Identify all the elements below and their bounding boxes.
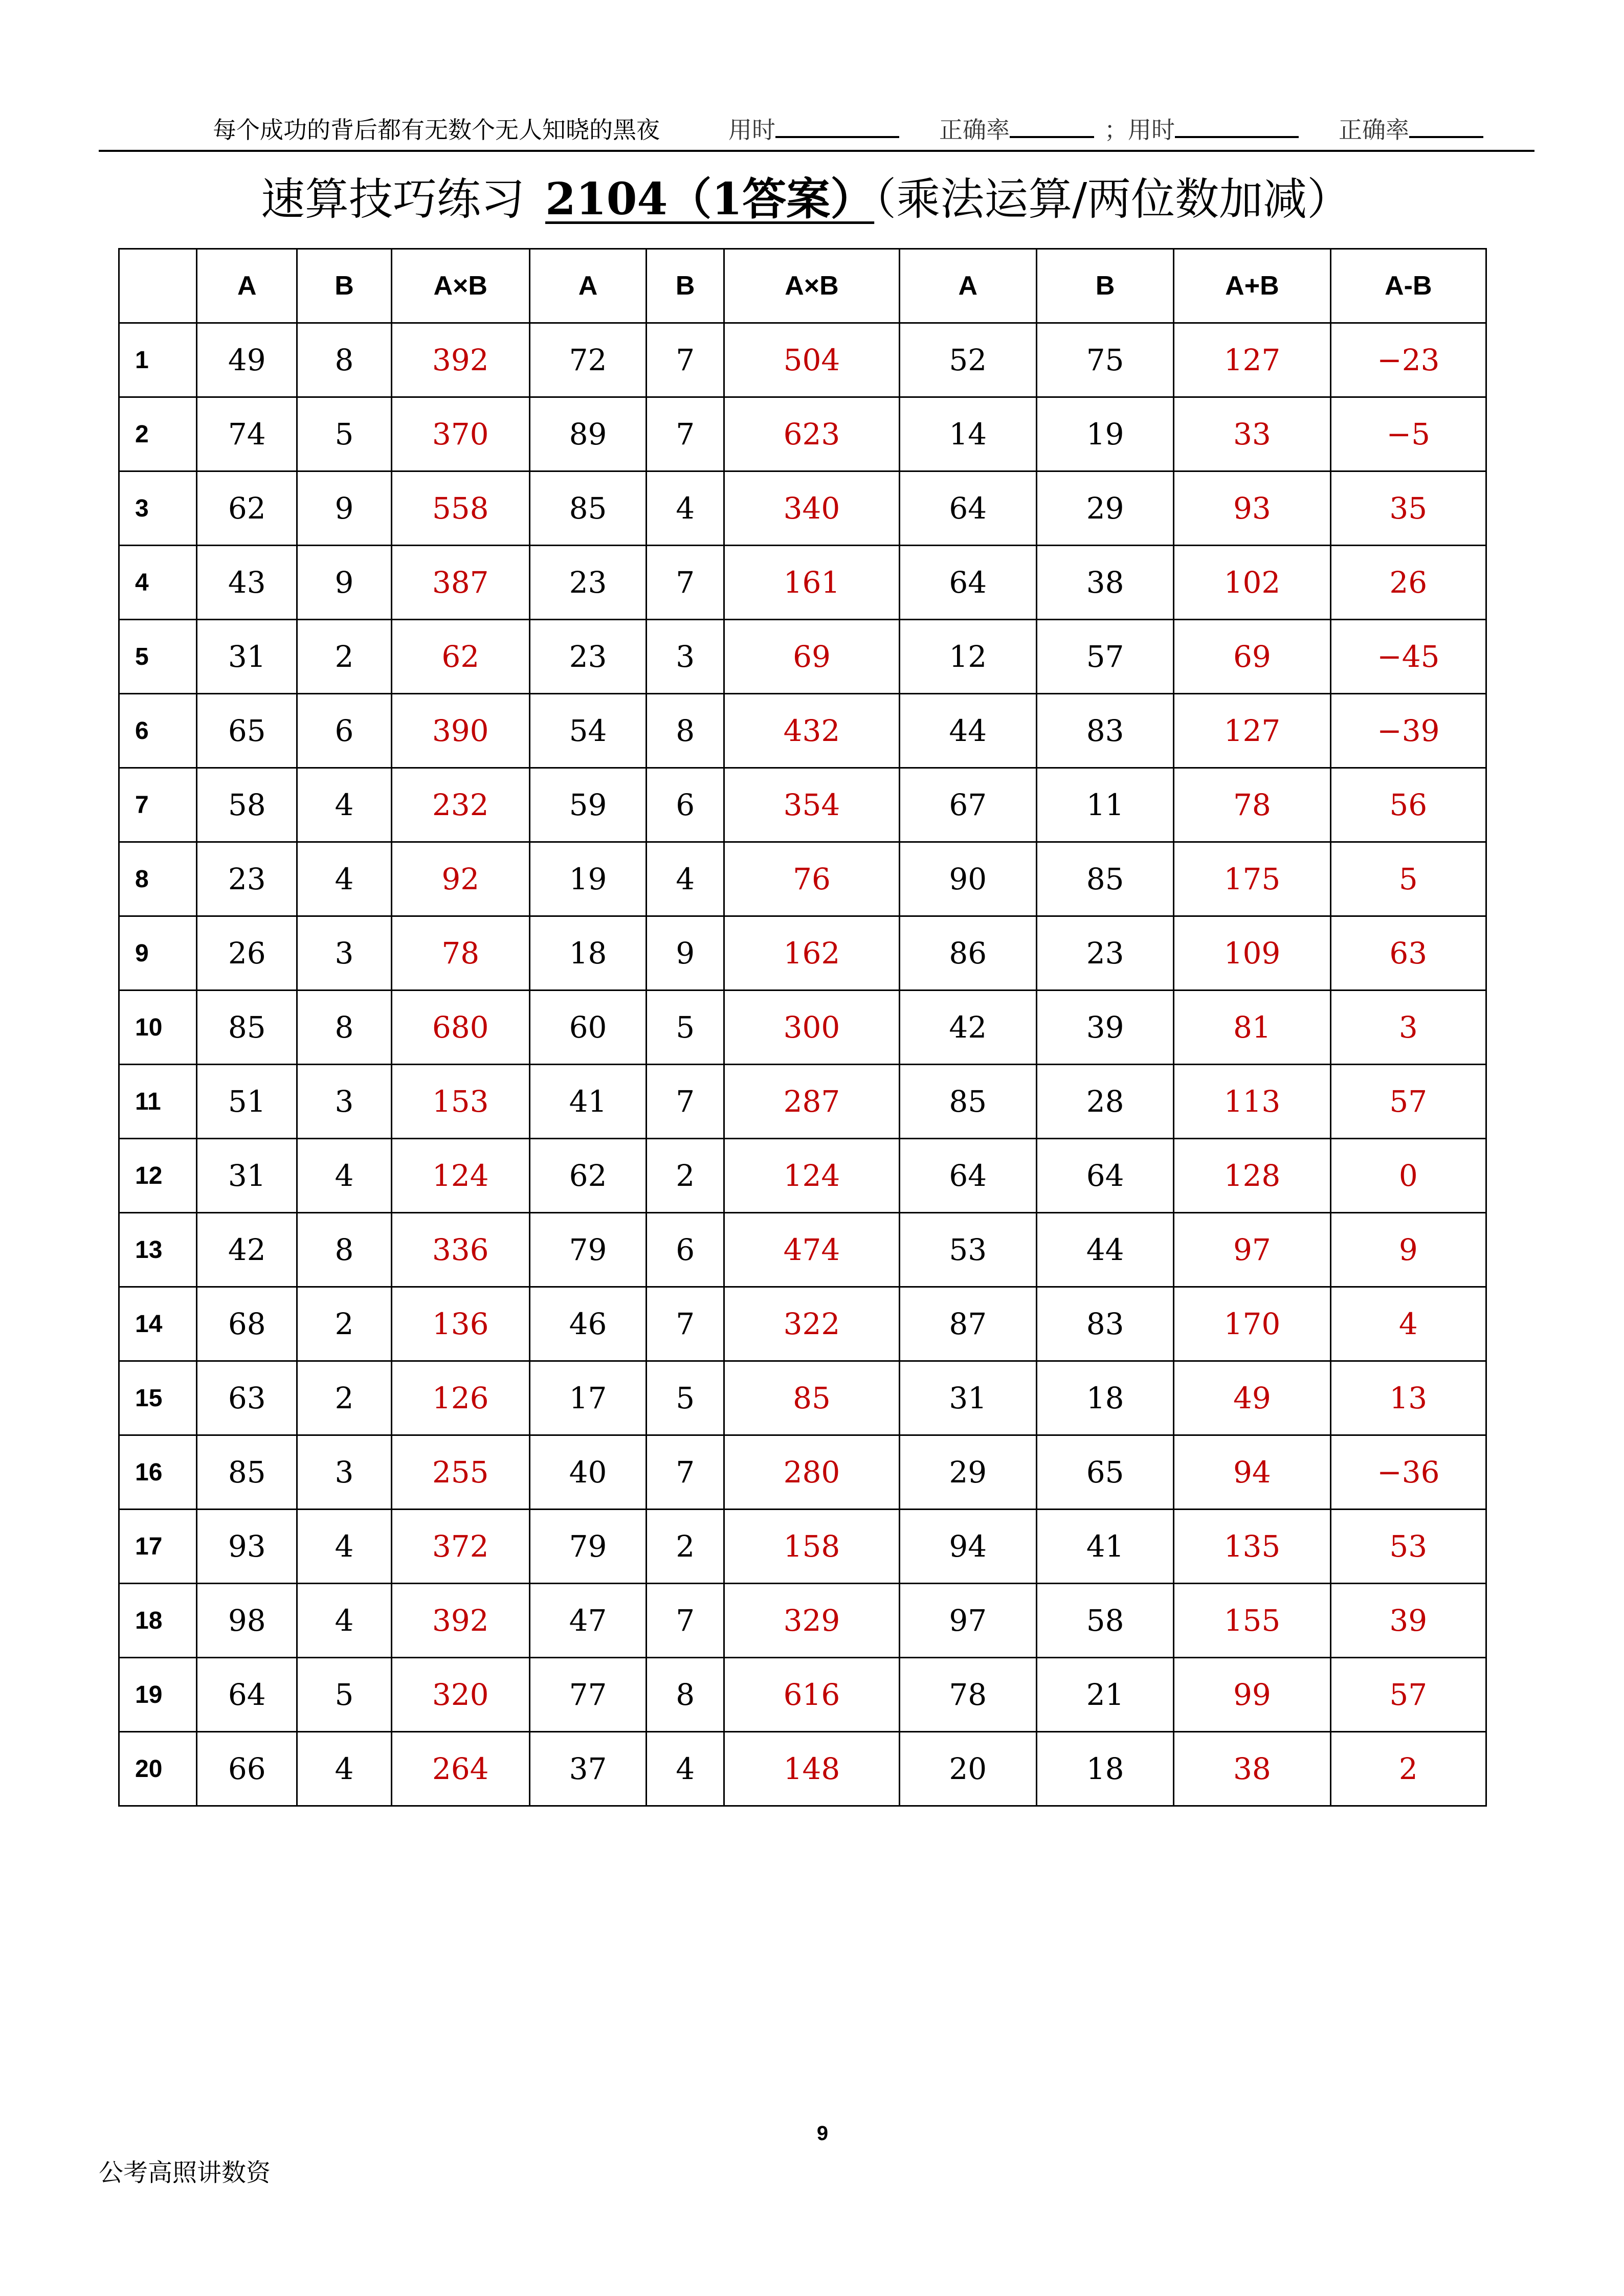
operand-cell: 79 xyxy=(529,1510,646,1584)
row-number: 15 xyxy=(119,1361,197,1435)
table-row xyxy=(119,1139,1486,1213)
operand-cell: 87 xyxy=(899,1287,1036,1361)
answer-cell: 161 xyxy=(724,546,899,620)
answer-cell: −36 xyxy=(1330,1435,1486,1510)
operand-cell: 18 xyxy=(1036,1732,1173,1806)
accuracy-label-2: 正确率 xyxy=(1339,116,1409,144)
answer-cell: −45 xyxy=(1330,620,1486,694)
operand-cell: 7 xyxy=(647,397,724,471)
answer-cell: 162 xyxy=(724,916,899,991)
operand-cell: 6 xyxy=(297,694,391,768)
operand-cell: 93 xyxy=(197,1510,297,1584)
answer-cell: 113 xyxy=(1174,1065,1330,1139)
operand-cell: 53 xyxy=(899,1213,1036,1287)
operand-cell: 57 xyxy=(1036,620,1173,694)
answer-cell: 124 xyxy=(391,1139,529,1213)
row-number: 2 xyxy=(119,397,197,471)
answer-cell: 136 xyxy=(391,1287,529,1361)
operand-cell: 28 xyxy=(1036,1065,1173,1139)
table-header-row xyxy=(119,249,1486,323)
operand-cell: 64 xyxy=(197,1658,297,1732)
answer-cell: 38 xyxy=(1174,1732,1330,1806)
table-row xyxy=(119,768,1486,842)
answer-cell: 127 xyxy=(1174,323,1330,397)
answer-cell: 336 xyxy=(391,1213,529,1287)
operand-cell: 62 xyxy=(529,1139,646,1213)
answer-cell: 5 xyxy=(1330,842,1486,916)
column-header: A×B xyxy=(724,249,899,323)
row-number: 16 xyxy=(119,1435,197,1510)
answer-cell: 340 xyxy=(724,471,899,546)
operand-cell: 78 xyxy=(899,1658,1036,1732)
operand-cell: 21 xyxy=(1036,1658,1173,1732)
column-header: A xyxy=(197,249,297,323)
answer-cell: 322 xyxy=(724,1287,899,1361)
operand-cell: 85 xyxy=(899,1065,1036,1139)
row-number: 5 xyxy=(119,620,197,694)
answer-cell: −23 xyxy=(1330,323,1486,397)
operand-cell: 97 xyxy=(899,1584,1036,1658)
operand-cell: 98 xyxy=(197,1584,297,1658)
row-number: 3 xyxy=(119,471,197,546)
accuracy-blank-1[interactable] xyxy=(1010,116,1094,138)
table-row xyxy=(119,1435,1486,1510)
table-row xyxy=(119,916,1486,991)
operand-cell: 89 xyxy=(529,397,646,471)
answer-cell: 680 xyxy=(391,991,529,1065)
answer-cell: 63 xyxy=(1330,916,1486,991)
row-number: 14 xyxy=(119,1287,197,1361)
operand-cell: 85 xyxy=(529,471,646,546)
table-row xyxy=(119,620,1486,694)
operand-cell: 23 xyxy=(1036,916,1173,991)
operand-cell: 52 xyxy=(899,323,1036,397)
answer-cell: 320 xyxy=(391,1658,529,1732)
title-suffix: （乘法运算/两位数加减） xyxy=(874,174,1351,225)
operand-cell: 64 xyxy=(1036,1139,1173,1213)
operand-cell: 19 xyxy=(1036,397,1173,471)
time-blank-1[interactable] xyxy=(775,116,899,138)
answer-cell: 92 xyxy=(391,842,529,916)
header-line xyxy=(213,116,1483,144)
row-number: 11 xyxy=(119,1065,197,1139)
answer-cell: 504 xyxy=(724,323,899,397)
operand-cell: 2 xyxy=(297,1361,391,1435)
operand-cell: 83 xyxy=(1036,1287,1173,1361)
header-rule xyxy=(99,150,1534,152)
operand-cell: 66 xyxy=(197,1732,297,1806)
operand-cell: 18 xyxy=(1036,1361,1173,1435)
row-number: 7 xyxy=(119,768,197,842)
operand-cell: 6 xyxy=(647,1213,724,1287)
time-label-2: 用时 xyxy=(1128,116,1175,144)
operand-cell: 19 xyxy=(529,842,646,916)
answer-cell: 158 xyxy=(724,1510,899,1584)
operand-cell: 46 xyxy=(529,1287,646,1361)
table-row xyxy=(119,471,1486,546)
answer-cell: 370 xyxy=(391,397,529,471)
operand-cell: 5 xyxy=(297,1658,391,1732)
operand-cell: 4 xyxy=(297,1732,391,1806)
column-header: A xyxy=(529,249,646,323)
operand-cell: 5 xyxy=(297,397,391,471)
operand-cell: 7 xyxy=(647,1435,724,1510)
footer-text: 公考高照讲数资 xyxy=(99,2158,271,2187)
operand-cell: 90 xyxy=(899,842,1036,916)
row-number: 18 xyxy=(119,1584,197,1658)
answer-cell: 432 xyxy=(724,694,899,768)
row-number: 20 xyxy=(119,1732,197,1806)
operand-cell: 2 xyxy=(647,1139,724,1213)
operand-cell: 2 xyxy=(647,1510,724,1584)
operand-cell: 65 xyxy=(197,694,297,768)
answer-cell: 57 xyxy=(1330,1065,1486,1139)
row-number: 6 xyxy=(119,694,197,768)
answer-cell: 49 xyxy=(1174,1361,1330,1435)
time-label-1: 用时 xyxy=(728,116,775,144)
operand-cell: 85 xyxy=(1036,842,1173,916)
operand-cell: 64 xyxy=(899,1139,1036,1213)
answer-cell: 2 xyxy=(1330,1732,1486,1806)
answer-cell: 53 xyxy=(1330,1510,1486,1584)
operand-cell: 4 xyxy=(297,1139,391,1213)
row-number: 12 xyxy=(119,1139,197,1213)
operand-cell: 3 xyxy=(297,1435,391,1510)
operand-cell: 4 xyxy=(297,1510,391,1584)
operand-cell: 77 xyxy=(529,1658,646,1732)
answer-cell: 4 xyxy=(1330,1287,1486,1361)
operand-cell: 6 xyxy=(647,768,724,842)
operand-cell: 4 xyxy=(297,1584,391,1658)
answer-cell: 127 xyxy=(1174,694,1330,768)
operand-cell: 63 xyxy=(197,1361,297,1435)
row-number: 1 xyxy=(119,323,197,397)
row-number: 9 xyxy=(119,916,197,991)
column-header xyxy=(119,249,197,323)
column-header: A+B xyxy=(1174,249,1330,323)
operand-cell: 7 xyxy=(647,1584,724,1658)
row-number: 17 xyxy=(119,1510,197,1584)
operand-cell: 43 xyxy=(197,546,297,620)
operand-cell: 3 xyxy=(297,1065,391,1139)
operand-cell: 17 xyxy=(529,1361,646,1435)
table-row xyxy=(119,842,1486,916)
answer-cell: 372 xyxy=(391,1510,529,1584)
answer-cell: −39 xyxy=(1330,694,1486,768)
operand-cell: 38 xyxy=(1036,546,1173,620)
answer-cell: 56 xyxy=(1330,768,1486,842)
operand-cell: 23 xyxy=(529,620,646,694)
operand-cell: 14 xyxy=(899,397,1036,471)
operand-cell: 31 xyxy=(197,1139,297,1213)
answer-cell: 126 xyxy=(391,1361,529,1435)
column-header: A×B xyxy=(391,249,529,323)
answer-cell: 264 xyxy=(391,1732,529,1806)
answer-cell: −5 xyxy=(1330,397,1486,471)
table-row xyxy=(119,397,1486,471)
answer-cell: 153 xyxy=(391,1065,529,1139)
answer-table xyxy=(118,248,1487,1807)
answer-cell: 255 xyxy=(391,1435,529,1510)
answer-cell: 35 xyxy=(1330,471,1486,546)
operand-cell: 39 xyxy=(1036,991,1173,1065)
answer-cell: 97 xyxy=(1174,1213,1330,1287)
answer-cell: 329 xyxy=(724,1584,899,1658)
answer-cell: 78 xyxy=(391,916,529,991)
operand-cell: 85 xyxy=(197,991,297,1065)
operand-cell: 79 xyxy=(529,1213,646,1287)
row-number: 10 xyxy=(119,991,197,1065)
table-row xyxy=(119,546,1486,620)
answer-cell: 93 xyxy=(1174,471,1330,546)
answer-cell: 102 xyxy=(1174,546,1330,620)
operand-cell: 4 xyxy=(297,842,391,916)
answer-cell: 78 xyxy=(1174,768,1330,842)
row-number: 19 xyxy=(119,1658,197,1732)
operand-cell: 41 xyxy=(1036,1510,1173,1584)
operand-cell: 67 xyxy=(899,768,1036,842)
operand-cell: 29 xyxy=(1036,471,1173,546)
answer-cell: 474 xyxy=(724,1213,899,1287)
operand-cell: 40 xyxy=(529,1435,646,1510)
column-header: B xyxy=(1036,249,1173,323)
answer-cell: 39 xyxy=(1330,1584,1486,1658)
operand-cell: 7 xyxy=(647,1287,724,1361)
answer-cell: 300 xyxy=(724,991,899,1065)
answer-cell: 135 xyxy=(1174,1510,1330,1584)
operand-cell: 47 xyxy=(529,1584,646,1658)
column-header: A-B xyxy=(1330,249,1486,323)
answer-cell: 109 xyxy=(1174,916,1330,991)
answer-cell: 616 xyxy=(724,1658,899,1732)
operand-cell: 20 xyxy=(899,1732,1036,1806)
table-row xyxy=(119,323,1486,397)
operand-cell: 26 xyxy=(197,916,297,991)
operand-cell: 8 xyxy=(297,323,391,397)
accuracy-label-1: 正确率 xyxy=(939,116,1010,144)
title-code: 2104（1答案） xyxy=(545,173,875,225)
operand-cell: 49 xyxy=(197,323,297,397)
operand-cell: 31 xyxy=(197,620,297,694)
operand-cell: 4 xyxy=(297,768,391,842)
operand-cell: 58 xyxy=(1036,1584,1173,1658)
operand-cell: 64 xyxy=(899,546,1036,620)
answer-cell: 392 xyxy=(391,1584,529,1658)
operand-cell: 11 xyxy=(1036,768,1173,842)
column-header: B xyxy=(647,249,724,323)
answer-cell: 128 xyxy=(1174,1139,1330,1213)
operand-cell: 8 xyxy=(297,991,391,1065)
operand-cell: 5 xyxy=(647,1361,724,1435)
operand-cell: 75 xyxy=(1036,323,1173,397)
operand-cell: 2 xyxy=(297,620,391,694)
answer-cell: 392 xyxy=(391,323,529,397)
table-row xyxy=(119,1584,1486,1658)
operand-cell: 9 xyxy=(647,916,724,991)
operand-cell: 7 xyxy=(647,323,724,397)
row-number: 4 xyxy=(119,546,197,620)
operand-cell: 4 xyxy=(647,842,724,916)
answer-cell: 13 xyxy=(1330,1361,1486,1435)
answer-cell: 62 xyxy=(391,620,529,694)
answer-cell: 69 xyxy=(724,620,899,694)
column-header: B xyxy=(297,249,391,323)
answer-cell: 354 xyxy=(724,768,899,842)
table-row xyxy=(119,991,1486,1065)
answer-cell: 9 xyxy=(1330,1213,1486,1287)
operand-cell: 86 xyxy=(899,916,1036,991)
answer-cell: 76 xyxy=(724,842,899,916)
answer-cell: 26 xyxy=(1330,546,1486,620)
operand-cell: 37 xyxy=(529,1732,646,1806)
operand-cell: 51 xyxy=(197,1065,297,1139)
operand-cell: 54 xyxy=(529,694,646,768)
answer-cell: 175 xyxy=(1174,842,1330,916)
column-header: A xyxy=(899,249,1036,323)
operand-cell: 23 xyxy=(197,842,297,916)
operand-cell: 44 xyxy=(899,694,1036,768)
answer-cell: 33 xyxy=(1174,397,1330,471)
operand-cell: 62 xyxy=(197,471,297,546)
answer-cell: 148 xyxy=(724,1732,899,1806)
answer-cell: 94 xyxy=(1174,1435,1330,1510)
operand-cell: 58 xyxy=(197,768,297,842)
operand-cell: 74 xyxy=(197,397,297,471)
operand-cell: 4 xyxy=(647,471,724,546)
table-row xyxy=(119,1213,1486,1287)
answer-cell: 0 xyxy=(1330,1139,1486,1213)
operand-cell: 85 xyxy=(197,1435,297,1510)
operand-cell: 2 xyxy=(297,1287,391,1361)
operand-cell: 7 xyxy=(647,546,724,620)
operand-cell: 94 xyxy=(899,1510,1036,1584)
table-row xyxy=(119,694,1486,768)
answer-cell: 124 xyxy=(724,1139,899,1213)
operand-cell: 42 xyxy=(899,991,1036,1065)
operand-cell: 41 xyxy=(529,1065,646,1139)
operand-cell: 8 xyxy=(647,694,724,768)
page-number: 9 xyxy=(816,2122,829,2145)
operand-cell: 7 xyxy=(647,1065,724,1139)
answer-cell: 623 xyxy=(724,397,899,471)
operand-cell: 3 xyxy=(297,916,391,991)
table-row xyxy=(119,1510,1486,1584)
operand-cell: 23 xyxy=(529,546,646,620)
table-row xyxy=(119,1361,1486,1435)
answer-cell: 99 xyxy=(1174,1658,1330,1732)
table-row xyxy=(119,1732,1486,1806)
operand-cell: 83 xyxy=(1036,694,1173,768)
operand-cell: 64 xyxy=(899,471,1036,546)
operand-cell: 59 xyxy=(529,768,646,842)
answer-cell: 3 xyxy=(1330,991,1486,1065)
operand-cell: 3 xyxy=(647,620,724,694)
accuracy-blank-2[interactable] xyxy=(1409,116,1483,138)
operand-cell: 29 xyxy=(899,1435,1036,1510)
table-row xyxy=(119,1065,1486,1139)
operand-cell: 72 xyxy=(529,323,646,397)
operand-cell: 31 xyxy=(899,1361,1036,1435)
row-number: 8 xyxy=(119,842,197,916)
answer-cell: 170 xyxy=(1174,1287,1330,1361)
answer-cell: 85 xyxy=(724,1361,899,1435)
operand-cell: 8 xyxy=(647,1658,724,1732)
operand-cell: 44 xyxy=(1036,1213,1173,1287)
answer-cell: 387 xyxy=(391,546,529,620)
operand-cell: 8 xyxy=(297,1213,391,1287)
table-body xyxy=(119,323,1486,1806)
table-row xyxy=(119,1287,1486,1361)
operand-cell: 12 xyxy=(899,620,1036,694)
operand-cell: 65 xyxy=(1036,1435,1173,1510)
title-prefix: 速算技巧练习 xyxy=(261,174,525,225)
answer-cell: 280 xyxy=(724,1435,899,1510)
header-separator: ； xyxy=(1104,116,1128,144)
answer-cell: 81 xyxy=(1174,991,1330,1065)
time-blank-2[interactable] xyxy=(1175,116,1299,138)
header-motto: 每个成功的背后都有无数个无人知晓的黑夜 xyxy=(213,116,660,144)
page-title xyxy=(261,169,1351,230)
row-number: 13 xyxy=(119,1213,197,1287)
answer-cell: 155 xyxy=(1174,1584,1330,1658)
table-row xyxy=(119,1658,1486,1732)
operand-cell: 42 xyxy=(197,1213,297,1287)
answer-cell: 558 xyxy=(391,471,529,546)
operand-cell: 4 xyxy=(647,1732,724,1806)
operand-cell: 5 xyxy=(647,991,724,1065)
answer-cell: 390 xyxy=(391,694,529,768)
answer-cell: 232 xyxy=(391,768,529,842)
operand-cell: 18 xyxy=(529,916,646,991)
operand-cell: 68 xyxy=(197,1287,297,1361)
operand-cell: 60 xyxy=(529,991,646,1065)
operand-cell: 9 xyxy=(297,546,391,620)
answer-cell: 287 xyxy=(724,1065,899,1139)
operand-cell: 9 xyxy=(297,471,391,546)
answer-cell: 69 xyxy=(1174,620,1330,694)
answer-cell: 57 xyxy=(1330,1658,1486,1732)
